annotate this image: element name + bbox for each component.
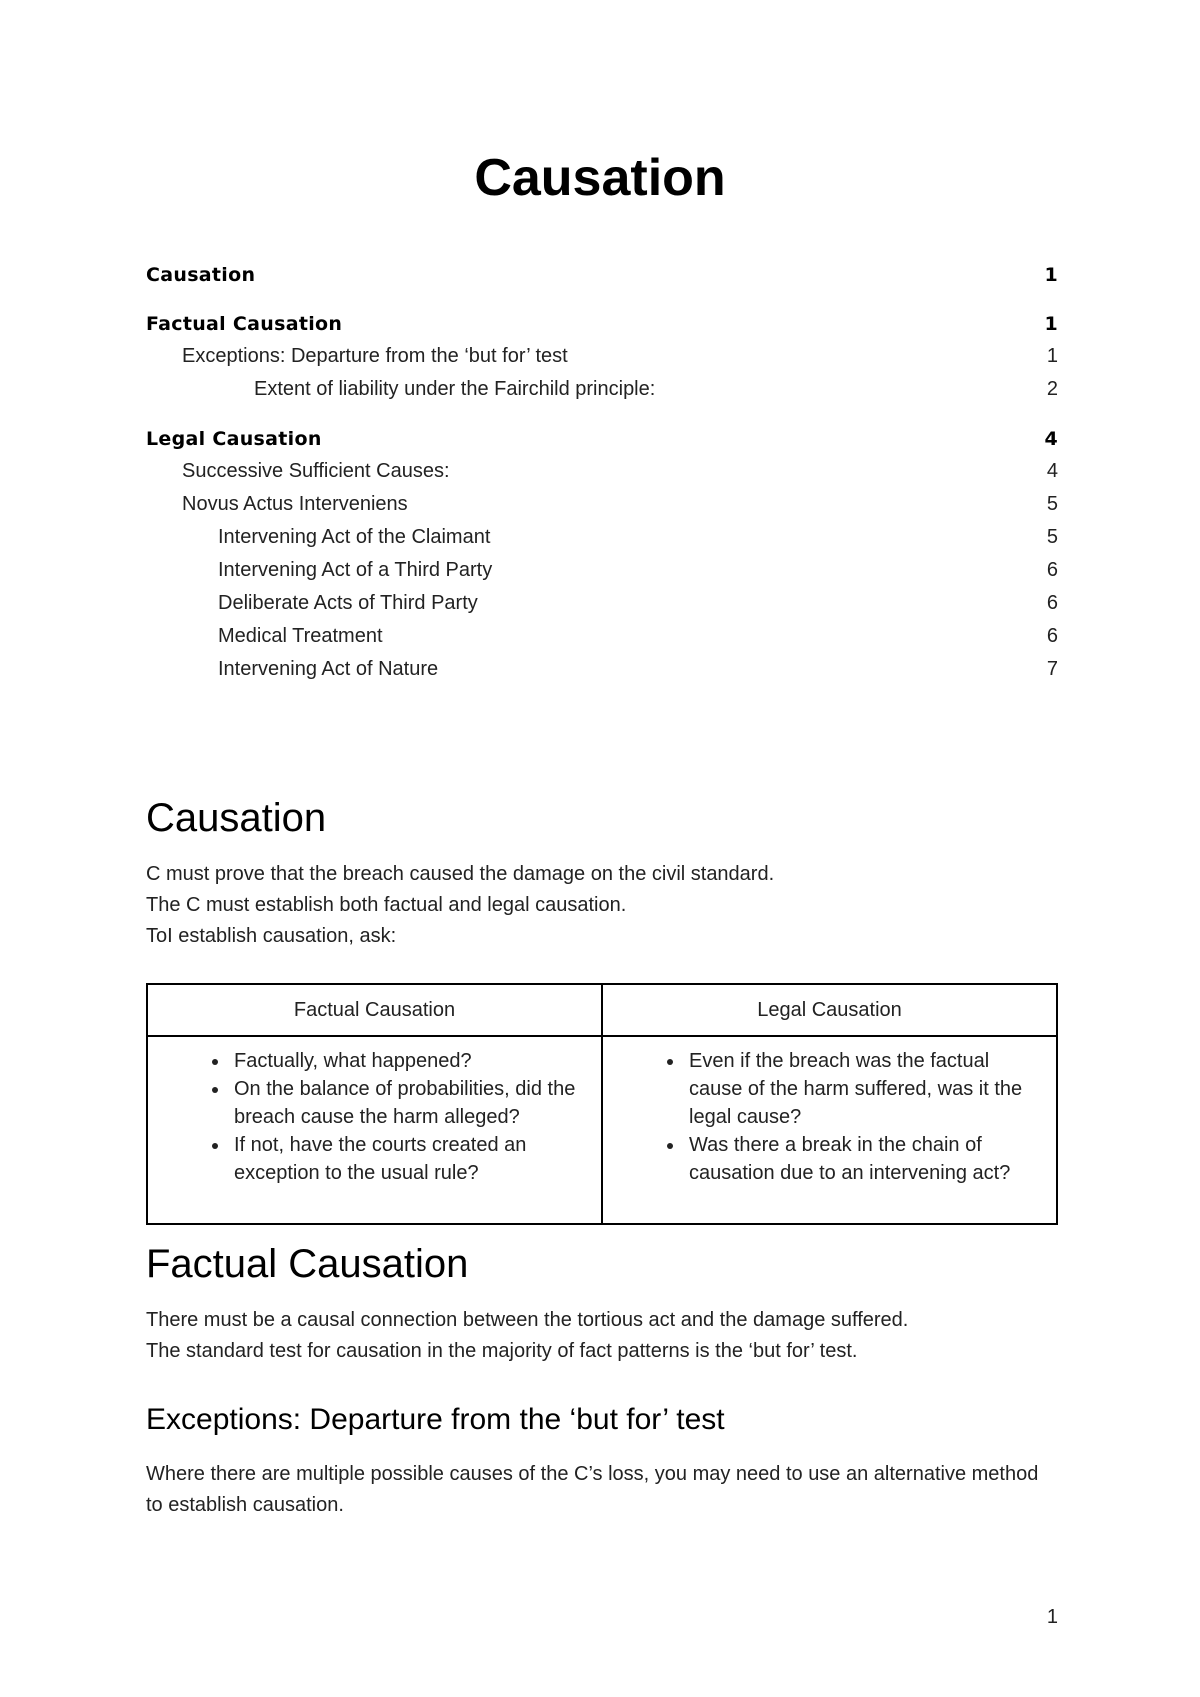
toc-entry-text[interactable]: Extent of liability under the Fairchild principle: <box>254 378 656 400</box>
table-header-factual: Factual Causation <box>147 984 602 1036</box>
page-number: 1 <box>1046 1606 1058 1628</box>
bullet-item: • If not, have the courts created an exception to the usual rule? <box>230 1131 587 1187</box>
table-header-legal: Legal Causation <box>602 984 1057 1036</box>
toc-entry-deliberate-acts[interactable] <box>146 587 1058 620</box>
legal-points-list <box>617 1047 1042 1187</box>
page-title: Causation <box>474 149 726 207</box>
toc-entry-page: 4 <box>1044 427 1058 450</box>
toc-entry-legal-causation[interactable] <box>146 422 1058 455</box>
toc-entry-text[interactable]: Successive Sufficient Causes: <box>182 460 450 482</box>
causation-intro <box>146 859 1058 952</box>
exceptions-text: Where there are multiple possible causes of the C’s loss, you may need to use an alternative method to establish causation. <box>146 1463 1039 1516</box>
bullet-item: • Was there a break in the chain of causation due to an intervening act? <box>685 1131 1042 1187</box>
toc-entry-page: 7 <box>1046 658 1058 680</box>
causation-comparison-table <box>146 983 1058 1225</box>
toc-entry-act-of-nature[interactable] <box>146 653 1058 686</box>
toc-entry-page: 1 <box>1046 345 1058 367</box>
toc-entry-page: 1 <box>1044 263 1058 286</box>
toc-entry-page: 6 <box>1046 559 1058 581</box>
factual-line: The standard test for causation in the majority of fact patterns is the ‘but for’ test. <box>146 1340 858 1362</box>
bullet-item: • Factually, what happened? <box>230 1047 587 1075</box>
factual-intro <box>146 1305 1058 1367</box>
table-cell-factual <box>147 1036 602 1224</box>
toc-entry-exceptions[interactable] <box>146 340 1058 373</box>
toc-entry-text[interactable]: Medical Treatment <box>218 625 383 647</box>
toc-entry-text[interactable]: Legal Causation <box>146 427 322 450</box>
table-cell-legal <box>602 1036 1057 1224</box>
section-heading-causation: Causation <box>146 796 327 840</box>
toc-entry-act-of-third-party[interactable] <box>146 554 1058 587</box>
toc-entry-causation[interactable] <box>146 258 1058 291</box>
bullet-item: • Even if the breach was the factual cause of the harm suffered, was it the legal cause? <box>685 1047 1042 1131</box>
toc-entry-text[interactable]: Novus Actus Interveniens <box>182 493 408 515</box>
factual-points-list <box>162 1047 587 1187</box>
toc-entry-act-of-claimant[interactable] <box>146 521 1058 554</box>
toc-entry-page: 2 <box>1046 378 1058 400</box>
toc-entry-page: 6 <box>1046 592 1058 614</box>
toc-entry-medical-treatment[interactable] <box>146 620 1058 653</box>
toc-entry-text[interactable]: Factual Causation <box>146 312 343 335</box>
section-heading-factual-causation: Factual Causation <box>146 1242 469 1286</box>
toc-entry-fairchild[interactable] <box>146 373 1058 406</box>
toc-entry-page: 5 <box>1046 493 1058 515</box>
toc-entry-successive-causes[interactable] <box>146 455 1058 488</box>
toc-entry-novus-actus[interactable] <box>146 488 1058 521</box>
toc-entry-page: 5 <box>1046 526 1058 548</box>
toc-entry-text[interactable]: Intervening Act of a Third Party <box>218 559 493 581</box>
toc-entry-page: 6 <box>1046 625 1058 647</box>
toc-entry-text[interactable]: Exceptions: Departure from the ‘but for’ test <box>182 345 568 367</box>
causation-line: C must prove that the breach caused the damage on the civil standard. <box>146 863 775 885</box>
toc-entry-factual-causation[interactable] <box>146 307 1058 340</box>
table-of-contents <box>146 258 1058 686</box>
toc-entry-text[interactable]: Causation <box>146 263 256 286</box>
subsection-heading-exceptions: Exceptions: Departure from the ‘but for’ test <box>146 1403 725 1436</box>
factual-line: There must be a causal connection between the tortious act and the damage suffered. <box>146 1309 909 1331</box>
toc-entry-page: 1 <box>1044 312 1058 335</box>
toc-entry-text[interactable]: Deliberate Acts of Third Party <box>218 592 478 614</box>
causation-line: ToI establish causation, ask: <box>146 925 397 947</box>
causation-line: The C must establish both factual and legal causation. <box>146 894 627 916</box>
bullet-item: • On the balance of probabilities, did the breach cause the harm alleged? <box>230 1075 587 1131</box>
toc-entry-page: 4 <box>1046 460 1058 482</box>
toc-entry-text[interactable]: Intervening Act of Nature <box>218 658 439 680</box>
toc-entry-text[interactable]: Intervening Act of the Claimant <box>218 526 491 548</box>
